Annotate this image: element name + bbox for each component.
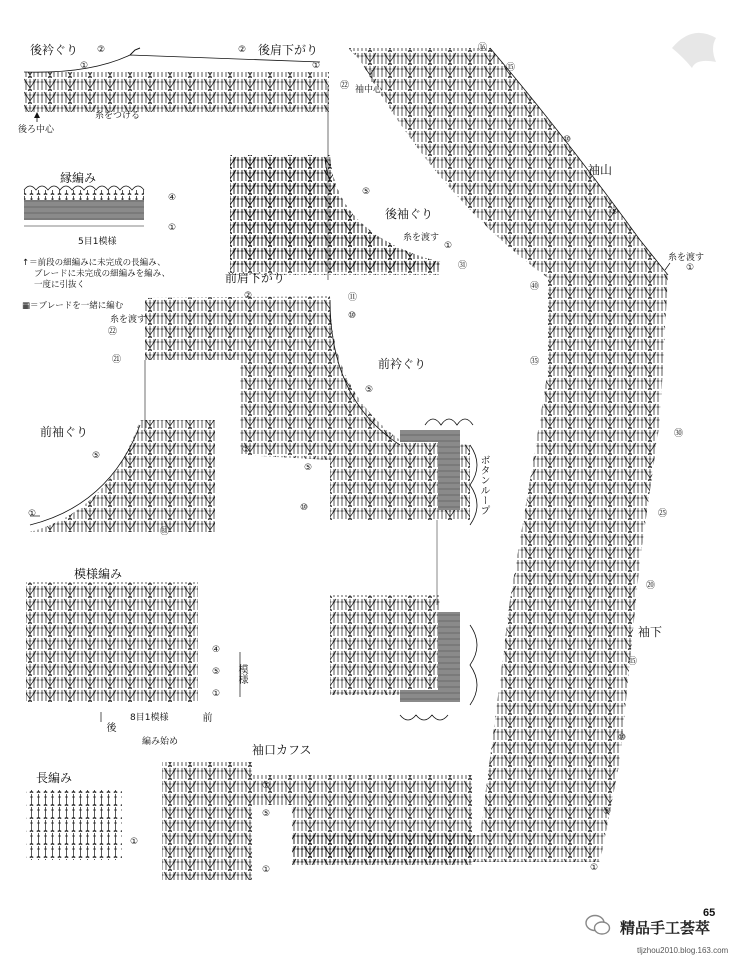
brand-text: 精品手工荟萃	[620, 920, 711, 937]
back-neck-label: 後衿ぐり	[30, 43, 79, 57]
row-20-marker: ⑳	[646, 581, 656, 591]
site-url: tljzhou2010.blog.163.com	[637, 946, 729, 955]
row-1-marker-d: ①	[590, 863, 599, 873]
dove-watermark	[672, 33, 716, 68]
row-10-marker-c: ⑩	[348, 311, 357, 321]
row-1-marker-k: ①	[130, 837, 139, 847]
pattern-swatch	[26, 582, 198, 702]
row-1-marker-f: ①	[168, 223, 177, 233]
row-5-marker-f: ⑤	[92, 451, 101, 461]
front-armhole-label: 前袖ぐり	[40, 425, 89, 439]
row-5-marker-e: ⑤	[304, 463, 313, 473]
edging-label: 縁編み	[60, 171, 97, 185]
row-35-marker: ㉟	[530, 357, 540, 367]
row-31-marker-b: ㉛	[160, 527, 170, 537]
sleeve-under-label: 袖下	[638, 625, 663, 639]
row-40-marker: ㊵	[530, 282, 540, 292]
row-11-marker: ⑪	[348, 293, 358, 303]
row-1-marker-h: ①	[28, 509, 37, 519]
legend-note	[22, 258, 212, 312]
row-4-marker: ④	[168, 193, 177, 203]
row-5-marker: ⑤	[610, 207, 619, 217]
cut-yarn-label: 糸を渡す	[668, 253, 705, 263]
edging-swatch	[24, 186, 144, 226]
row-5-marker-b: ⑤	[603, 807, 612, 817]
five-one-pattern-label: 5目1模様	[78, 237, 117, 247]
row-5-marker-d: ⑤	[365, 385, 374, 395]
cut-yarn-label-c: 糸を渡す	[110, 315, 147, 325]
cuff-label: 袖口カフス	[252, 743, 312, 757]
row-10-marker-d: ⑩	[300, 503, 309, 513]
row-4-marker-b: ④	[212, 645, 221, 655]
row-1-marker-i: ①	[212, 689, 221, 699]
row-5-marker-h: ⑤	[262, 809, 271, 819]
row-22-marker: ㉒	[340, 81, 350, 91]
sleeve-cap-label: 袖山	[588, 163, 613, 177]
row-10-marker-b: ⑩	[618, 733, 627, 743]
row-22-marker-b: ㉒	[108, 327, 118, 337]
back-center-label: 後ろ中心	[18, 125, 55, 135]
double-crochet-swatch	[26, 790, 122, 860]
sleeve-center-label: 袖中心	[355, 85, 383, 95]
front-neck-label: 前衿ぐり	[378, 357, 427, 371]
row-5-marker-c: ⑤	[362, 187, 371, 197]
pattern-vertical-label: 模様	[236, 664, 247, 684]
row-7-marker: ⑦	[262, 781, 271, 791]
row-1-marker-b: ①	[312, 61, 321, 71]
row-30-marker: ㉚	[674, 429, 684, 439]
join-yarn-label: 糸をつける	[95, 111, 141, 121]
front-shoulder-label: 前肩下がり	[225, 271, 286, 285]
cut-yarn-label-b: 糸を渡す	[403, 233, 440, 243]
row-1-marker-g: ①	[242, 445, 251, 455]
row-1-marker-e: ①	[444, 241, 453, 251]
front-side-label: 前	[200, 712, 211, 722]
row-25-marker: ㉕	[658, 509, 668, 519]
row-31-marker: ㉛	[458, 261, 468, 271]
start-label: 編み始め	[142, 737, 179, 747]
row-5-marker-g: ⑤	[212, 667, 221, 677]
cuff-chart	[162, 762, 472, 880]
legend-line-4: ▦＝ブレードを一緒に編む	[22, 301, 124, 311]
row-1-marker-j: ①	[262, 865, 271, 875]
wechat-icon	[585, 914, 611, 936]
legend-line-1: ↑＝前段の細編みに未完成の長編み、	[22, 258, 166, 268]
back-side-label: 後	[104, 722, 115, 732]
row-16-marker: ⑯	[478, 43, 488, 53]
eight-one-pattern-label: 8目1模様	[130, 713, 169, 723]
pattern-stitch-label: 模様編み	[74, 567, 123, 581]
row-21-marker: ㉑	[112, 355, 122, 365]
row-15-marker-b: ⑮	[628, 657, 638, 667]
row-2-marker-b: ②	[238, 45, 247, 55]
row-2-marker: ②	[97, 45, 106, 55]
row-2-marker-c: ②	[244, 291, 253, 301]
row-15-marker: ⑮	[506, 63, 516, 73]
legend-line-2: ブレードに未完成の細編みを編み、	[34, 269, 171, 279]
legend-line-3: 一度に引抜く	[34, 280, 86, 290]
row-10-marker: ⑩	[563, 135, 572, 145]
row-1-marker: ①	[80, 61, 89, 71]
page-number: 65	[703, 907, 716, 919]
back-shoulder-label: 後肩下がり	[258, 43, 319, 57]
row-1-marker-c: ①	[686, 263, 695, 273]
back-armhole-label: 後袖ぐり	[385, 207, 434, 221]
button-loop-label: ボタンループ	[478, 455, 489, 515]
double-crochet-label: 長編み	[36, 771, 73, 785]
